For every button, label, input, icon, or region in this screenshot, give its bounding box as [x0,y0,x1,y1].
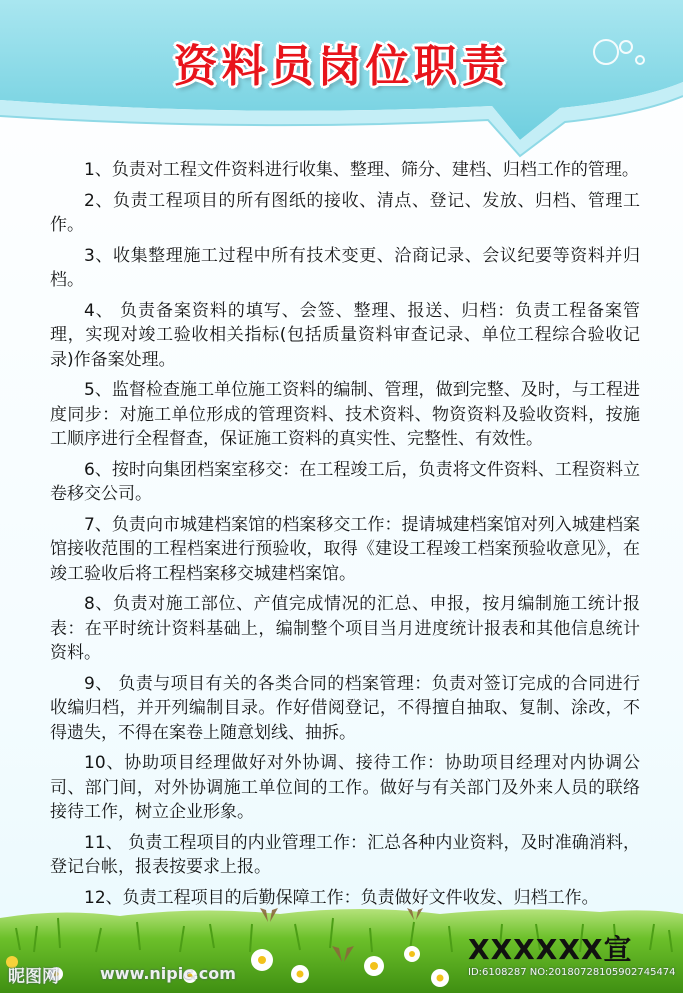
duty-item: 12、负责工程项目的后勤保障工作：负责做好文件收发、归档工作。 [84,887,599,908]
duty-item: 10、协助项目经理做好对外协调、接待工作：协助项目经理对内协调公司、部门间，对外协调施工单位间的工作。做好与有关部门及外来人员的联络接待工作，树立企业形象。 [50,753,640,822]
duties-list [50,158,640,916]
duty-item: 5、监督检查施工单位施工资料的编制、管理，做到完整、及时，与工程进度同步：对施工单位形成的管理资料、技术资料、物资资料及验收资料，按施工顺序进行全程督查，保证施工资料的真实性、完整性、有效性。 [50,380,640,449]
duty-item: 1、负责对工程文件资料进行收集、整理、筛分、建档、归档工作的管理。 [84,160,639,180]
duty-item: 8、负责对施工部位、产值完成情况的汇总、申报，按月编制施工统计报表：在平时统计资料基础上，编制整个项目当月进度统计报表和其他信息统计资料。 [50,594,640,663]
duty-item: 2、负责工程项目的所有图纸的接收、清点、登记、发放、归档、管理工作。 [50,190,640,235]
duty-item: 11、 负责工程项目的内业管理工作：汇总各种内业资料，及时准确消料，登记台帐，报表按要求上报。 [50,832,640,877]
duty-item: 6、按时向集团档案室移交：在工程竣工后，负责将文件资料、工程资料立卷移交公司。 [50,459,640,504]
watermark-site: www.nipic.com [100,964,236,983]
duty-item: 9、 负责与项目有关的各类合同的档案管理：负责对签订完成的合同进行收编归档，并开列编制目录。作好借阅登记，不得擅自抽取、复制、涂改，不得遗失，不得在案卷上随意划线、抽拆。 [50,673,640,743]
duty-item: 4、 负责备案资料的填写、会签、整理、报送、归档：负责工程备案管理，实现对竣工验收相关指标(包括质量资料审查记录、单位工程综合验收记录)作备案处理。 [50,300,640,370]
duty-item: 7、负责向市城建档案馆的档案移交工作：提请城建档案馆对列入城建档案馆接收范围的工程档案进行预验收，取得《建设工程竣工档案预验收意见》，在竣工验收后将工程档案移交城建档案馆。 [50,514,640,584]
page-title: 资料员岗位职责 [173,41,510,92]
watermark-id: ID:6108287 NO:20180728105902745474 [468,967,676,978]
brand-label: XXXXXX宣 [468,933,633,966]
watermark-logo: 昵图网 [8,967,59,987]
duty-item: 3、收集整理施工过程中所有技术变更、洽商记录、会议纪要等资料并归档。 [50,245,640,290]
